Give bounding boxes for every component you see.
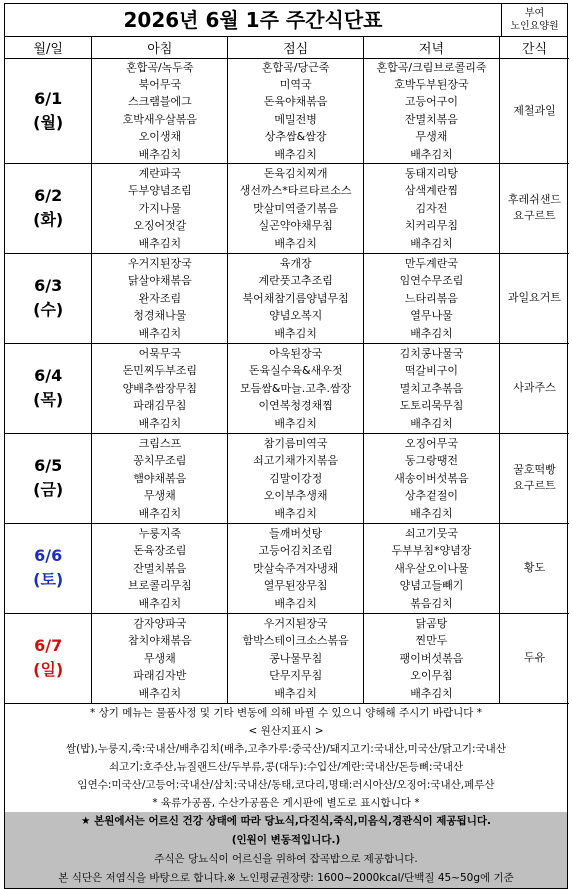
dinner-item: 동태지리탕 (404, 166, 459, 180)
dinner-item: 양념고들빼기 (399, 579, 464, 593)
dinner-item: 고등어구이 (404, 95, 459, 109)
dinner-item: 상추겉절이 (404, 489, 459, 503)
dinner-item: 느타리볶음 (404, 291, 459, 305)
day-date: 6/4 (34, 366, 63, 386)
lunch-item: 육개장 (279, 256, 312, 270)
breakfast-cell (92, 253, 228, 343)
breakfast-cell (92, 433, 228, 523)
breakfast-item: 돈육장조림 (133, 544, 187, 558)
breakfast-item: 닭살야채볶음 (127, 274, 192, 288)
org-line-1: 부여 (524, 8, 545, 19)
menu-day-row (5, 163, 569, 253)
snack-item: 꿀호떡빵 (513, 463, 556, 477)
dinner-item: 도토리묵무침 (399, 399, 464, 413)
menu-header-row (5, 37, 569, 58)
dinner-item: 멸치고추볶음 (399, 381, 464, 395)
breakfast-cell (92, 343, 228, 433)
lunch-item: 돈육김치찌개 (263, 166, 328, 180)
breakfast-item: 스크램블에그 (127, 95, 192, 109)
menu-day-row (5, 343, 569, 433)
day-date: 6/6 (34, 546, 63, 566)
day-cell (5, 343, 92, 433)
lunch-item: 김말이강정 (269, 471, 323, 485)
lunch-item: 배추김치 (274, 416, 317, 430)
lunch-item: 콩나물무침 (269, 651, 323, 665)
day-weekday: (일) (33, 660, 64, 680)
breakfast-cell (92, 613, 228, 703)
breakfast-item: 오징어젓갈 (133, 219, 187, 233)
dinner-item: 호박두부된장국 (394, 77, 469, 91)
dinner-item: 팽이버섯볶음 (399, 651, 464, 665)
special-meal-notice: ★ 본원에서는 어르신 건강 상태에 따라 당뇨식,다진식,죽식,미음식,경관식이 제공됩니다. (81, 814, 491, 827)
breakfast-item: 파래김무침 (133, 399, 187, 413)
lunch-item: 실곤약야채무침 (258, 219, 333, 233)
dinner-item: 배추김치 (410, 236, 453, 250)
breakfast-item: 배추김치 (138, 506, 182, 520)
lunch-item: 열무된장무침 (263, 579, 328, 593)
lunch-item: 아욱된장국 (269, 346, 323, 360)
lunch-item: 맛살숙주겨자냉채 (253, 561, 339, 575)
lunch-item: 쇠고기채가지볶음 (253, 454, 339, 468)
lunch-cell (228, 613, 364, 703)
column-header-snack: 간식 (499, 37, 569, 58)
lunch-item: 맛살미역줄기볶음 (253, 201, 339, 215)
weekly-menu-sheet (4, 3, 568, 889)
snack-cell (499, 163, 569, 253)
dinner-item: 혼합곡/크림브로콜리죽 (376, 60, 487, 74)
organization-label (501, 4, 567, 37)
snack-cell (499, 613, 569, 703)
dinner-item: 새송이버섯볶음 (394, 471, 469, 485)
breakfast-item: 배추김치 (138, 326, 182, 340)
dinner-cell (364, 523, 500, 613)
breakfast-item: 배추김치 (138, 236, 182, 250)
lunch-cell (228, 163, 364, 253)
breakfast-item: 무생채 (143, 489, 176, 503)
snack-cell (499, 253, 569, 343)
lunch-cell (228, 253, 364, 343)
title-row (5, 4, 567, 37)
lunch-item: 배추김치 (274, 236, 317, 250)
breakfast-item: 호박새우살볶음 (122, 112, 198, 126)
dinner-item: 김자전 (415, 201, 448, 215)
dinner-item: 배추김치 (410, 147, 453, 161)
dinner-cell (364, 433, 500, 523)
lunch-cell (228, 433, 364, 523)
lunch-item: 계란풋고추조림 (258, 274, 333, 288)
dinner-item: 배추김치 (410, 416, 453, 430)
snack-item: 후레쉬샌드 (507, 193, 562, 207)
dinner-item: 임연수무조림 (399, 274, 464, 288)
dinner-item: 치커리무침 (404, 219, 459, 233)
breakfast-item: 돈민찌두부조림 (122, 364, 198, 378)
dinner-item: 만두계란국 (404, 256, 459, 270)
snack-item: 두유 (523, 651, 546, 665)
breakfast-item: 혼합곡/녹두죽 (126, 60, 194, 74)
dinner-item: 찐만두 (415, 634, 448, 648)
breakfast-item: 배추김치 (138, 596, 182, 610)
day-cell (5, 253, 92, 343)
breakfast-item: 두부양념조림 (127, 184, 192, 198)
dinner-cell (364, 343, 500, 433)
lunch-item: 돈육야채볶음 (263, 95, 328, 109)
origin-line: 쌀(밥),누룽지,죽:국내산/배추김치(배추,고추가루:중국산)/돼지고기:국내산,미국산/닭고기:국내산 (66, 742, 506, 755)
day-date: 6/1 (34, 88, 63, 108)
dinner-item: 오이무침 (410, 669, 453, 683)
column-header-lunch: 점심 (228, 37, 364, 58)
day-weekday: (월) (33, 112, 64, 132)
breakfast-item: 배추김치 (138, 416, 182, 430)
day-date: 6/7 (34, 636, 63, 656)
breakfast-item: 배추김치 (138, 147, 182, 161)
day-weekday: (금) (33, 480, 64, 500)
dinner-item: 닭곰탕 (415, 616, 448, 630)
dinner-item: 볶음김치 (410, 596, 453, 610)
day-weekday: (목) (33, 390, 64, 410)
dinner-item: 잔멸치볶음 (404, 112, 459, 126)
lunch-cell (228, 343, 364, 433)
lunch-item: 돈육실수육&새우젓 (248, 364, 343, 378)
dinner-item: 삼색계란찜 (404, 184, 459, 198)
lunch-item: 배추김치 (274, 596, 317, 610)
lunch-item: 양념오복지 (269, 309, 323, 323)
snack-cell (499, 523, 569, 613)
snack-item: 사과주스 (513, 381, 556, 395)
day-weekday: (화) (33, 210, 64, 230)
breakfast-item: 꽁치무조림 (133, 454, 187, 468)
page-title: 2026년 6월 1주 주간식단표 (123, 8, 383, 32)
lunch-item: 배추김치 (274, 147, 317, 161)
lunch-item: 혼합곡/당근죽 (261, 60, 330, 74)
lunch-item: 메밀전병 (274, 112, 317, 126)
breakfast-item: 계란파국 (138, 166, 182, 180)
menu-day-row (5, 433, 569, 523)
menu-day-row (5, 613, 569, 703)
breakfast-item: 무생채 (143, 651, 176, 665)
processed-food-notice: * 육류가공품, 수산가공품은 게시판에 별도로 표시합니다 * (152, 796, 420, 809)
lunch-item: 상추쌈&쌈장 (264, 130, 327, 144)
snack-cell (499, 343, 569, 433)
breakfast-item: 크림스프 (138, 436, 182, 450)
dinner-item: 배추김치 (410, 686, 453, 700)
breakfast-item: 배추김치 (138, 686, 182, 700)
origin-line: 임연수:미국산/고등어:국내산/삼치:국내산/동태,코다리,명태:러시아산/오징어:국내산,페루산 (77, 778, 495, 791)
notes-section (5, 704, 567, 812)
column-header-dinner: 저녁 (364, 37, 500, 58)
breakfast-item: 어묵무국 (138, 346, 182, 360)
breakfast-item: 누룽지죽 (138, 526, 182, 540)
lunch-item: 들깨버섯탕 (269, 526, 323, 540)
lunch-item: 참기름미역국 (263, 436, 328, 450)
breakfast-item: 북어무국 (138, 77, 182, 91)
breakfast-item: 오이생채 (138, 130, 182, 144)
breakfast-cell (92, 523, 228, 613)
dinner-item: 떡갈비구이 (404, 364, 459, 378)
day-date: 6/3 (34, 276, 63, 296)
snack-item: 요구르트 (513, 479, 556, 493)
changeable-notice: (인원이 변동적입니다.) (231, 833, 341, 846)
breakfast-item: 양배추쌈장무침 (122, 381, 198, 395)
dinner-item: 쇠고기뭇국 (404, 526, 459, 540)
day-weekday: (토) (33, 570, 64, 590)
snack-cell (499, 433, 569, 523)
change-notice: * 상기 메뉴는 물품사정 및 기타 변동에 의해 바뀔 수 있으니 양해해 주시기 바랍니다 * (90, 706, 482, 719)
breakfast-item: 우거지된장국 (127, 256, 192, 270)
dinner-cell (364, 163, 500, 253)
lunch-item: 생선까스*타르타르소스 (239, 184, 352, 198)
snack-item: 과일요거트 (507, 291, 562, 305)
breakfast-item: 브로콜리무침 (127, 579, 192, 593)
column-header-breakfast: 아침 (92, 37, 228, 58)
lunch-item: 함박스테이크소스볶음 (242, 634, 349, 648)
dinner-cell (364, 58, 500, 163)
basis-notice: 본 식단은 저염식을 바탕으로 합니다.※ 노인평균권장량: 1600~2000kcal/단백질 45~50g에 기준 (58, 871, 514, 884)
snack-item: 제철과일 (513, 103, 556, 117)
lunch-item: 모듬쌈&마늘.고추.쌈장 (240, 381, 352, 395)
lunch-item: 이연복청경채찜 (258, 399, 333, 413)
lunch-cell (228, 58, 364, 163)
org-line-2: 노인요양원 (510, 21, 559, 32)
snack-item: 황도 (523, 561, 546, 575)
snack-item: 요구르트 (513, 209, 556, 223)
dinner-item: 무생채 (415, 130, 448, 144)
dinner-item: 동그랑땡전 (404, 454, 459, 468)
breakfast-cell (92, 58, 228, 163)
menu-body (5, 58, 569, 703)
dinner-item: 배추김치 (410, 326, 453, 340)
menu-day-row (5, 58, 569, 163)
day-date: 6/2 (34, 186, 63, 206)
origin-title: < 원산지표시 > (248, 724, 324, 737)
breakfast-cell (92, 163, 228, 253)
dinner-cell (364, 253, 500, 343)
breakfast-item: 잔멸치볶음 (133, 561, 187, 575)
lunch-item: 배추김치 (274, 686, 317, 700)
dinner-cell (364, 613, 500, 703)
day-cell (5, 523, 92, 613)
breakfast-item: 완자조림 (138, 291, 182, 305)
lunch-item: 단무지무침 (269, 669, 323, 683)
breakfast-item: 가지나물 (138, 201, 182, 215)
dinner-item: 오징어무국 (404, 436, 459, 450)
breakfast-item: 청경채나물 (133, 309, 187, 323)
lunch-item: 북어채참기름양념무침 (242, 291, 349, 305)
menu-table (5, 37, 569, 704)
breakfast-item: 참치야채볶음 (127, 634, 192, 648)
column-header-date: 월/일 (5, 37, 92, 58)
day-cell (5, 163, 92, 253)
dinner-item: 김치콩나물국 (399, 346, 464, 360)
dinner-item: 배추김치 (410, 506, 453, 520)
lunch-item: 미역국 (279, 77, 312, 91)
dinner-item: 두부부침*양념장 (391, 544, 472, 558)
breakfast-item: 파래김자반 (133, 669, 187, 683)
lunch-cell (228, 523, 364, 613)
menu-day-row (5, 253, 569, 343)
dinner-item: 열무나물 (410, 309, 453, 323)
day-cell (5, 58, 92, 163)
lunch-item: 우거지된장국 (263, 616, 328, 630)
lunch-item: 고등어김치조림 (258, 544, 333, 558)
dinner-item: 새우살오이나물 (394, 561, 469, 575)
snack-cell (499, 58, 569, 163)
day-cell (5, 433, 92, 523)
lunch-item: 배추김치 (274, 326, 317, 340)
special-meal-section (5, 812, 567, 888)
lunch-item: 배추김치 (274, 506, 317, 520)
breakfast-item: 햄야채볶음 (133, 471, 187, 485)
origin-line: 쇠고기:호주산,뉴질랜드산/두부류,콩(대두):수입산/계란:국내산/돈등뼈:국내산 (108, 760, 464, 773)
lunch-item: 오이부추생채 (263, 489, 328, 503)
breakfast-item: 감자양파국 (133, 616, 187, 630)
menu-day-row (5, 523, 569, 613)
day-date: 6/5 (34, 456, 63, 476)
day-cell (5, 613, 92, 703)
day-weekday: (수) (33, 300, 64, 320)
porridge-notice: 주식은 당뇨식이 어르신을 위하여 잡곡밥으로 제공합니다. (154, 852, 418, 865)
